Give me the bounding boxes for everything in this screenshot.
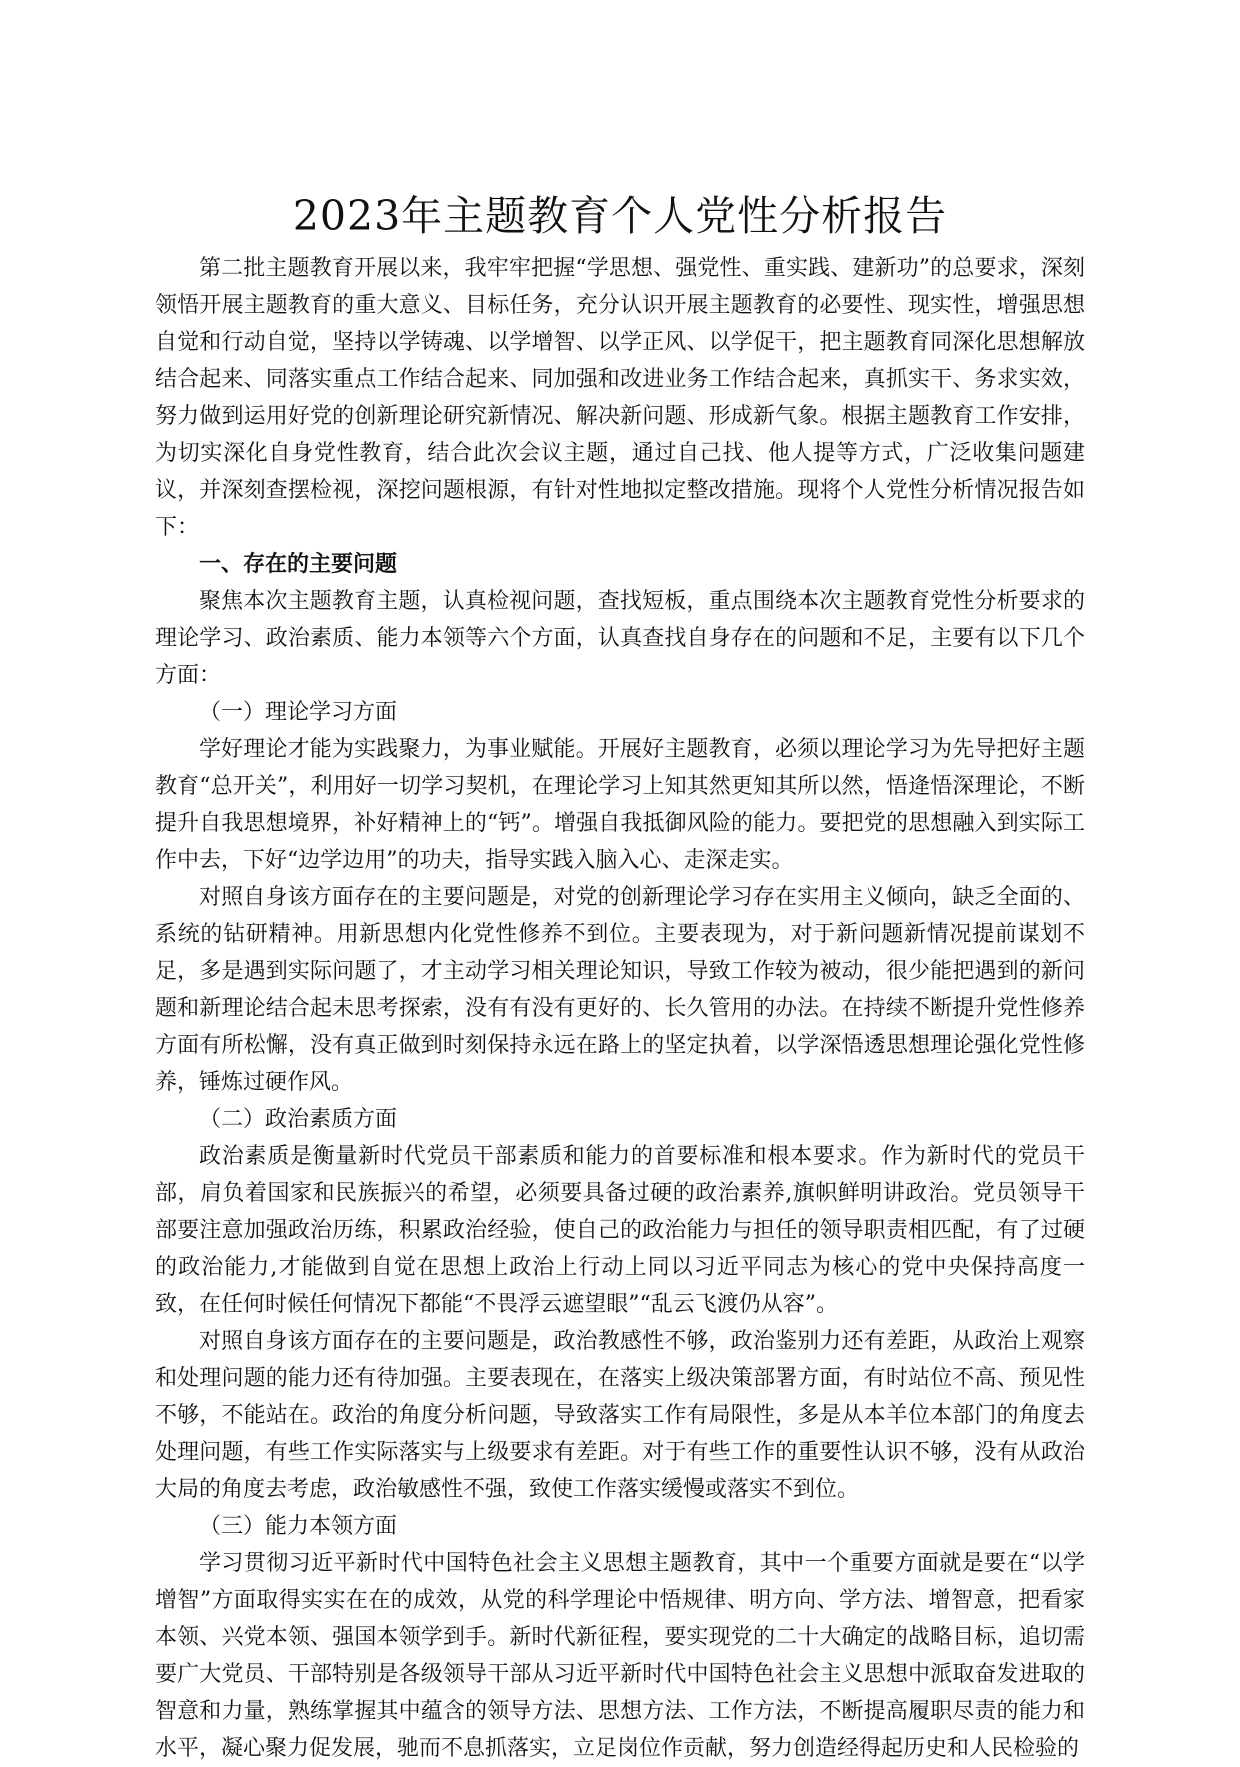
- subsection-heading-theory-study: （一）理论学习方面: [199, 700, 398, 725]
- paragraph-intro: 第二批主题教育开展以来，我牢牢把握“学思想、强党性、重实践、建新功”的总要求，深刻领悟开展主题教育的重大意义、目标任务，充分认识开展主题教育的必要性、现实性，增强思想自觉和行动自觉，坚持以学铸魂、以学增智、以学正风、以学促干，把主题教育同深化思想解放结合起来、同落实重点工作结合起来、同加强和改进业务工作结合起来，真抓实干、务求实效，努力做到运用好党的创新理论研究新情况、解决新问题、形成新气象。根据主题教育工作安排，为切实深化自身党性教育，结合此次会议主题，通过自己找、他人提等方式，广泛收集问题建议，并深刻查摆检视，深挖问题根源，有针对性地拟定整改措施。现将个人党性分析情况报告如下：: [155, 256, 1085, 540]
- paragraph-theory-study: 学好理论才能为实践聚力，为事业赋能。开展好主题教育，必须以理论学习为先导把好主题教育“总开关”，利用好一切学习契机，在理论学习上知其然更知其所以然，悟逄悟深理论，不断提升自我思想境界，补好精神上的“钙”。增强自我抵御风险的能力。要把党的思想融入到实际工作中去，下好“边学边用”的功夫，指导实践入脑入心、走深走实。: [155, 737, 1085, 873]
- subsection-heading-political-quality: （二）政治素质方面: [199, 1107, 398, 1132]
- subsection-heading-ability: （三）能力本领方面: [199, 1514, 398, 1539]
- paragraph-theory-study-problems: 对照自身该方面存在的主要问题是，对党的创新理论学习存在实用主义倾向，缺乏全面的、系统的钻研精神。用新思想内化党性修养不到位。主要表现为，对于新问题新情况提前谋划不足，多是遇到实际问题了，才主动学习相关理论知识，导致工作较为被动，很少能把遇到的新问题和新理论结合起未思考探索，没有有没有更好的、长久管用的办法。在持续不断提升党性修养方面有所松懈，没有真正做到时刻保持永远在路上的坚定执着，以学深悟透思想理论强化党性修养，锤炼过硬作风。: [155, 885, 1085, 1095]
- paragraph-problems-overview: 聚焦本次主题教育主题，认真检视问题，查找短板，重点围绕本次主题教育党性分析要求的理论学习、政治素质、能力本领等六个方面，认真查找自身存在的问题和不足，主要有以下几个方面：: [155, 589, 1085, 688]
- paragraph-political-quality: 政治素质是衡量新时代党员干部素质和能力的首要标准和根本要求。作为新时代的党员干部，肩负着国家和民族振兴的希望，必须要具备过硬的政治素养,旗帜鲜明讲政治。党员领导干部要注意加强政治历练，积累政治经验，使自己的政治能力与担任的领导职责相匹配，有了过硬的政治能力,才能做到自觉在思想上政治上行动上同以习近平同志为核心的党中央保持高度一致，在任何时候任何情况下都能“不畏浮云遮望眼”“乱云飞渡仍从容”。: [155, 1144, 1085, 1317]
- paragraph-political-quality-problems: 对照自身该方面存在的主要问题是，政治教感性不够，政治鉴别力还有差距，从政治上观察和处理问题的能力还有待加强。主要表现在，在落实上级决策部署方面，有时站位不高、预见性不够，不能站在。政治的角度分析问题，导致落实工作有局限性，多是从本羊位本部门的角度去处理问题，有些工作实际落实与上级要求有差距。对于有些工作的重要性认识不够，没有从政治大局的角度去考虑，政治敏感性不强，致使工作落实缓慢或落实不到位。: [155, 1329, 1085, 1502]
- paragraph-ability: 学习贯彻习近平新时代中国特色社会主义思想主题教育，其中一个重要方面就是要在“以学增智”方面取得实实在在的成效，从党的科学理论中悟规律、明方向、学方法、增智意，把看家本领、兴党本领、强国本领学到手。新时代新征程，要实现党的二十大确定的战略目标，追切需要广大党员、干部特别是各级领导干部从习近平新时代中国特色社会主义思想中派取奋发进取的智意和力量，熟练掌握其中蕴含的领导方法、思想方法、工作方法，不断提高履职尽责的能力和水平，凝心聚力促发展，驰而不息抓落实，立足岗位作贡献，努力创造经得起历史和人民检验的: [155, 1551, 1086, 1761]
- document-page: [155, 188, 1085, 1767]
- document-title: 2023年主题教育个人党性分析报告: [292, 192, 948, 240]
- section-heading-main-problems: 一、存在的主要问题: [199, 551, 398, 577]
- document-body: [155, 250, 1085, 1767]
